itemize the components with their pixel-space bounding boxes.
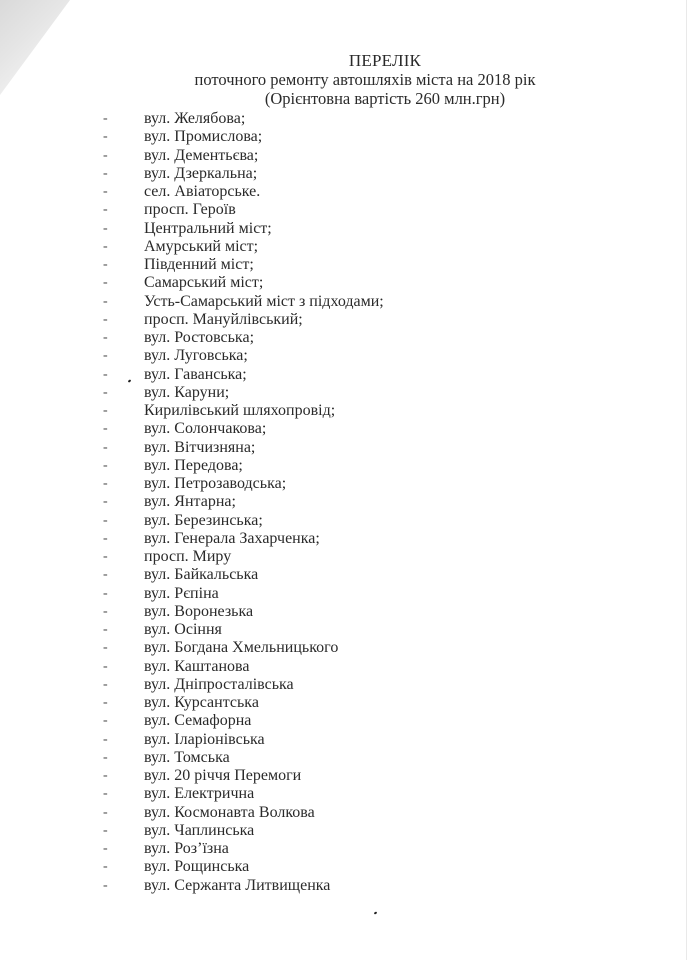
- list-bullet-dash: -: [103, 567, 108, 583]
- road-name: вул. Космонавта Волкова: [144, 803, 315, 821]
- list-item: [0, 201, 698, 219]
- road-name: вул. Богдана Хмельницького: [144, 639, 339, 657]
- list-bullet-dash: -: [103, 293, 108, 309]
- road-name: вул. Електрична: [144, 785, 255, 803]
- list-bullet-dash: -: [103, 129, 108, 145]
- list-bullet-dash: -: [103, 384, 108, 400]
- road-name: просп. Мануйлівський;: [144, 310, 303, 328]
- list-item: [0, 512, 698, 530]
- road-name: Амурський міст;: [144, 237, 259, 255]
- list-item: [0, 347, 698, 365]
- list-bullet-dash: -: [103, 603, 108, 619]
- list-item: [0, 585, 698, 603]
- road-name: вул. Передова;: [144, 456, 243, 474]
- road-name: Кирилівський шляхопровід;: [144, 402, 336, 419]
- list-bullet-dash: -: [103, 275, 108, 291]
- list-item: [0, 311, 698, 329]
- list-item: [0, 457, 698, 475]
- list-bullet-dash: -: [103, 457, 108, 473]
- list-bullet-dash: -: [103, 530, 108, 546]
- road-name: Усть-Самарський міст з підходами;: [144, 292, 384, 310]
- list-bullet-dash: -: [103, 111, 108, 126]
- road-name: вул. Семафорна: [144, 712, 252, 730]
- list-bullet-dash: -: [103, 549, 108, 564]
- list-bullet-dash: -: [103, 676, 108, 692]
- list-item: [0, 475, 698, 493]
- road-name: вул. 20 річчя Перемоги: [144, 767, 302, 784]
- road-name: Самарський міст;: [144, 274, 264, 292]
- road-name: вул. Рєпіна: [144, 584, 219, 602]
- document-subtitle: поточного ремонту автошляхів міста на 2018 рік: [194, 70, 536, 89]
- list-bullet-dash: -: [103, 403, 108, 418]
- road-name: вул. Генерала Захарченка;: [144, 529, 320, 547]
- list-item: [0, 676, 698, 694]
- list-bullet-dash: -: [103, 822, 108, 838]
- list-bullet-dash: -: [103, 731, 108, 747]
- road-name: вул. Рощинська: [144, 858, 250, 876]
- list-item: [0, 822, 698, 840]
- list-bullet-dash: -: [103, 238, 108, 254]
- list-bullet-dash: -: [103, 257, 108, 272]
- list-bullet-dash: -: [103, 658, 108, 674]
- road-name: вул. Байкальська: [144, 566, 259, 584]
- list-bullet-dash: -: [103, 585, 108, 601]
- list-item: [0, 274, 698, 292]
- list-item: [0, 694, 698, 712]
- list-item: [0, 548, 698, 566]
- road-name: Центральний міст;: [144, 219, 272, 237]
- list-bullet-dash: -: [103, 220, 108, 236]
- list-item: [0, 566, 698, 584]
- road-name: вул. Луговська;: [144, 347, 248, 365]
- road-name: вул. Курсантська: [144, 694, 259, 711]
- list-bullet-dash: -: [103, 695, 108, 710]
- list-item: [0, 439, 698, 457]
- road-name: вул. Чаплинська: [144, 821, 255, 839]
- road-name: вул. Томська: [144, 748, 230, 766]
- list-item: [0, 183, 698, 201]
- list-bullet-dash: -: [103, 841, 108, 856]
- list-item: [0, 877, 698, 895]
- list-bullet-dash: -: [103, 439, 108, 455]
- list-bullet-dash: -: [103, 749, 108, 765]
- road-name: вул. Дніпросталівська: [144, 675, 294, 693]
- document-title: ПЕРЕЛІК: [348, 51, 422, 70]
- list-bullet-dash: -: [103, 184, 108, 199]
- road-name: сел. Авіаторське.: [144, 183, 261, 200]
- list-item: [0, 366, 698, 384]
- list-bullet-dash: -: [103, 165, 108, 181]
- list-item: [0, 749, 698, 767]
- list-item: [0, 767, 698, 785]
- road-name: вул. Каруни;: [144, 383, 230, 401]
- list-item: [0, 658, 698, 676]
- road-repair-list: [0, 110, 698, 895]
- road-name: вул. Вітчизняна;: [144, 438, 256, 456]
- list-item: [0, 840, 698, 858]
- list-item: [0, 639, 698, 657]
- list-item: [0, 329, 698, 347]
- list-bullet-dash: -: [103, 640, 108, 656]
- road-name: вул. Сержанта Литвищенка: [144, 876, 331, 894]
- list-bullet-dash: -: [103, 476, 108, 491]
- list-bullet-dash: -: [103, 768, 108, 783]
- road-name: вул. Петрозаводська;: [144, 475, 287, 492]
- list-item: [0, 712, 698, 730]
- list-item: [0, 402, 698, 420]
- road-name: вул. Каштанова: [144, 657, 250, 675]
- list-item: [0, 147, 698, 165]
- document-cost-note: (Орієнтовна вартість 260 млн.грн): [264, 89, 506, 108]
- list-bullet-dash: -: [103, 311, 108, 327]
- list-bullet-dash: -: [103, 366, 108, 382]
- road-name: вул. Промислова;: [144, 128, 263, 146]
- road-name: вул. Дзеркальна;: [144, 164, 258, 182]
- road-name: просп. Героїв: [144, 201, 236, 219]
- road-name: Південний міст;: [144, 256, 254, 273]
- list-item: [0, 785, 698, 803]
- list-bullet-dash: -: [103, 804, 108, 820]
- road-name: просп. Миру: [144, 548, 232, 565]
- scan-speck: [374, 911, 378, 914]
- list-item: [0, 530, 698, 548]
- list-item: [0, 384, 698, 402]
- list-bullet-dash: -: [103, 330, 108, 345]
- list-bullet-dash: -: [103, 713, 108, 729]
- list-item: [0, 493, 698, 511]
- list-item: [0, 165, 698, 183]
- road-name: вул. Воронезька: [144, 602, 254, 620]
- road-name: вул. Гаванська;: [144, 365, 247, 383]
- road-name: вул. Роз’їзна: [144, 840, 229, 857]
- list-item: [0, 256, 698, 274]
- list-bullet-dash: -: [103, 877, 108, 893]
- list-item: [0, 858, 698, 876]
- road-name: вул. Дементьєва;: [144, 146, 259, 164]
- list-bullet-dash: -: [103, 512, 108, 528]
- list-bullet-dash: -: [103, 494, 108, 510]
- list-bullet-dash: -: [103, 147, 108, 163]
- list-bullet-dash: -: [103, 859, 108, 875]
- list-item: [0, 293, 698, 311]
- list-item: [0, 621, 698, 639]
- list-item: [0, 220, 698, 238]
- list-item: [0, 238, 698, 256]
- list-bullet-dash: -: [103, 421, 108, 437]
- list-item: [0, 804, 698, 822]
- road-name: вул. Іларіонівська: [144, 730, 265, 748]
- list-item: [0, 603, 698, 621]
- road-name: вул. Янтарна;: [144, 493, 236, 511]
- list-item: [0, 128, 698, 146]
- road-name: вул. Березинська;: [144, 511, 263, 529]
- road-name: вул. Солончакова;: [144, 420, 267, 438]
- road-name: вул. Ростовська;: [144, 329, 255, 346]
- list-bullet-dash: -: [103, 202, 108, 218]
- list-bullet-dash: -: [103, 348, 108, 364]
- road-name: вул. Желябова;: [144, 110, 246, 127]
- list-item: [0, 731, 698, 749]
- list-bullet-dash: -: [103, 622, 108, 637]
- list-bullet-dash: -: [103, 786, 108, 802]
- list-item: [0, 420, 698, 438]
- list-item: [0, 110, 698, 128]
- road-name: вул. Осіння: [144, 621, 222, 638]
